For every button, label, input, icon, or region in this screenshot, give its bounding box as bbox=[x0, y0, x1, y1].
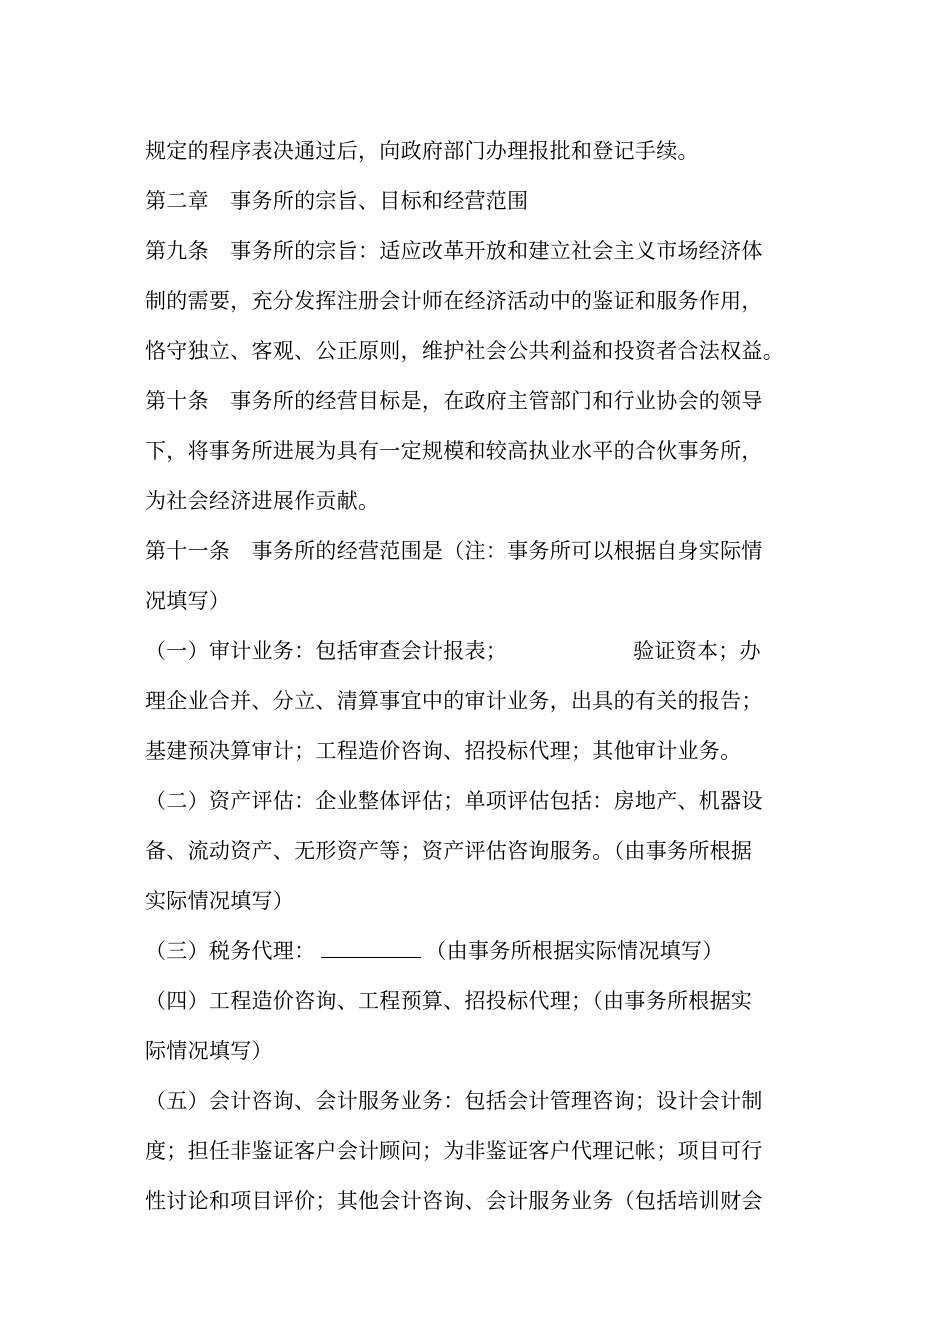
item-3-note: （由事务所根据实际情况填写） bbox=[425, 939, 724, 963]
text-line: 为社会经济进展作贡献。 bbox=[145, 489, 380, 513]
text-line: 理企业合并、分立、清算事宜中的审计业务，出具的有关的报告； bbox=[145, 689, 763, 713]
item-2-line: （二）资产评估：企业整体评估；单项评估包括：房地产、机器设 bbox=[145, 789, 763, 813]
item-1-line bbox=[145, 636, 761, 666]
text-line: 制的需要，充分发挥注册会计师在经济活动中的鉴证和服务作用， bbox=[145, 289, 763, 313]
text-line: 况填写） bbox=[145, 589, 231, 613]
item-1-continuation: 验证资本；办 bbox=[633, 639, 761, 663]
text-line: 度；担任非鉴证客户会计顾问；为非鉴证客户代理记帐；项目可行 bbox=[145, 1139, 763, 1163]
text-line: 际情况填写） bbox=[145, 1039, 273, 1063]
item-5-line: （五）会计咨询、会计服务业务：包括会计管理咨询；设计会计制 bbox=[145, 1089, 763, 1113]
item-4-line: （四）工程造价咨询、工程预算、招投标代理；（由事务所根据实 bbox=[145, 989, 753, 1013]
text-line: 备、流动资产、无形资产等；资产评估咨询服务。（由事务所根据 bbox=[145, 839, 753, 863]
article-11-line: 第十一条 事务所的经营范围是（注：事务所可以根据自身实际情 bbox=[145, 539, 763, 563]
text-line: 恪守独立、客观、公正原则，维护社会公共利益和投资者合法权益。 bbox=[145, 339, 784, 363]
article-9-line: 第九条 事务所的宗旨：适应改革开放和建立社会主义市场经济体 bbox=[145, 239, 763, 263]
text-line: 下，将事务所进展为具有一定规模和较高执业水平的合伙事务所， bbox=[145, 439, 763, 463]
fill-in-blank bbox=[321, 937, 421, 958]
article-10-line: 第十条 事务所的经营目标是，在政府主管部门和行业协会的领导 bbox=[145, 389, 763, 413]
text-line: 基建预决算审计；工程造价咨询、招投标代理；其他审计业务。 bbox=[145, 739, 742, 763]
text-line: 性讨论和项目评价；其他会计咨询、会计服务业务（包括培训财会 bbox=[145, 1189, 763, 1213]
chapter-heading: 第二章 事务所的宗旨、目标和经营范围 bbox=[145, 189, 529, 213]
text-line: 规定的程序表决通过后，向政府部门办理报批和登记手续。 bbox=[145, 139, 699, 163]
item-3-text: （三）税务代理： bbox=[145, 939, 316, 963]
item-1-text: （一）审计业务：包括审查会计报表； bbox=[145, 639, 508, 663]
text-line: 实际情况填写） bbox=[145, 889, 295, 913]
item-3-line bbox=[145, 936, 724, 966]
